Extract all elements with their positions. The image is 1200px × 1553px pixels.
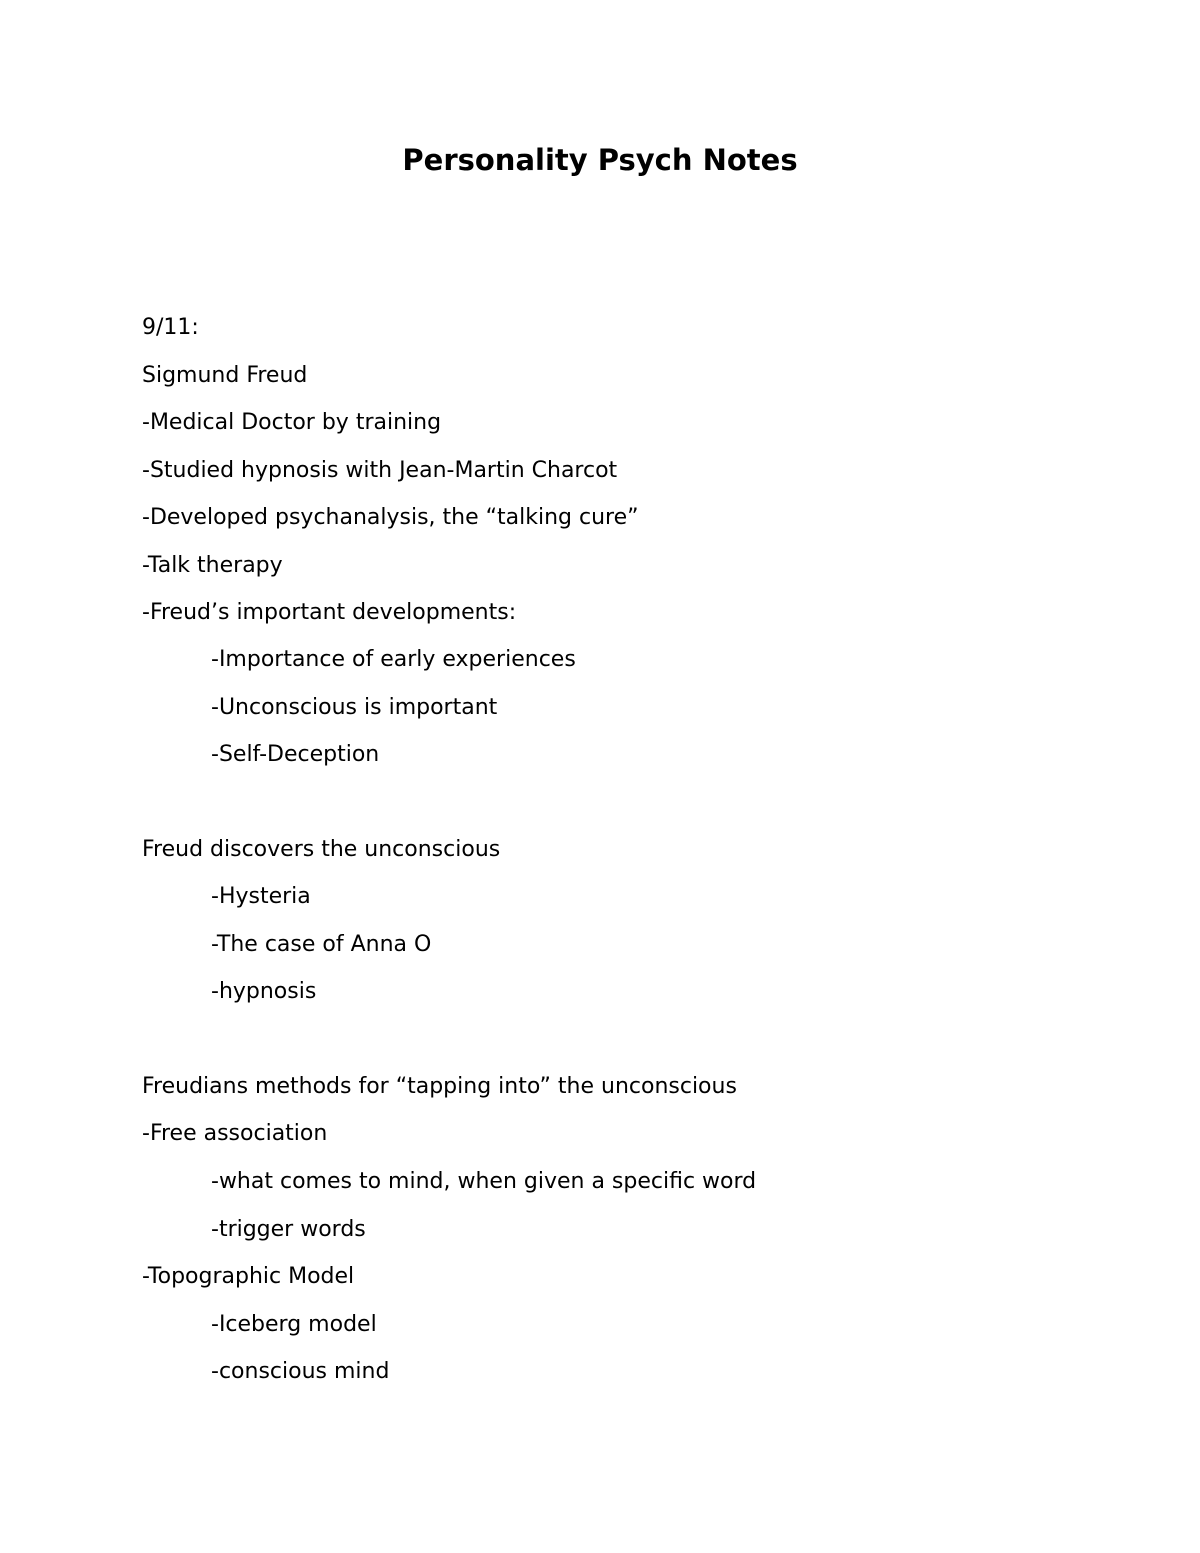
section-heading: Sigmund Freud <box>142 363 308 388</box>
sub-note-line: -hypnosis <box>211 979 317 1004</box>
section-heading: Freud discovers the unconscious <box>142 837 501 862</box>
sub-note-line: -what comes to mind, when given a specific word <box>211 1169 757 1194</box>
note-line: -Topographic Model <box>142 1264 355 1289</box>
date-line: 9/11: <box>142 315 199 340</box>
note-line: -Studied hypnosis with Jean-Martin Charcot <box>142 458 618 483</box>
sub-note-line: -Self-Deception <box>211 742 380 767</box>
sub-note-line: -trigger words <box>211 1217 366 1242</box>
sub-note-line: -The case of Anna O <box>211 932 432 957</box>
sub-note-line: -conscious mind <box>211 1359 390 1384</box>
sub-note-line: -Importance of early experiences <box>211 647 576 672</box>
note-line: -Free association <box>142 1121 328 1146</box>
note-line: -Medical Doctor by training <box>142 410 442 435</box>
note-line: -Developed psychanalysis, the “talking cure” <box>142 505 639 530</box>
sub-note-line: -Iceberg model <box>211 1312 377 1337</box>
note-line: -Freud’s important developments: <box>142 600 517 625</box>
sub-note-line: -Hysteria <box>211 884 311 909</box>
page-title: Personality Psych Notes <box>402 143 798 177</box>
note-line: -Talk therapy <box>142 553 283 578</box>
section-heading: Freudians methods for “tapping into” the unconscious <box>142 1074 737 1099</box>
sub-note-line: -Unconscious is important <box>211 695 498 720</box>
